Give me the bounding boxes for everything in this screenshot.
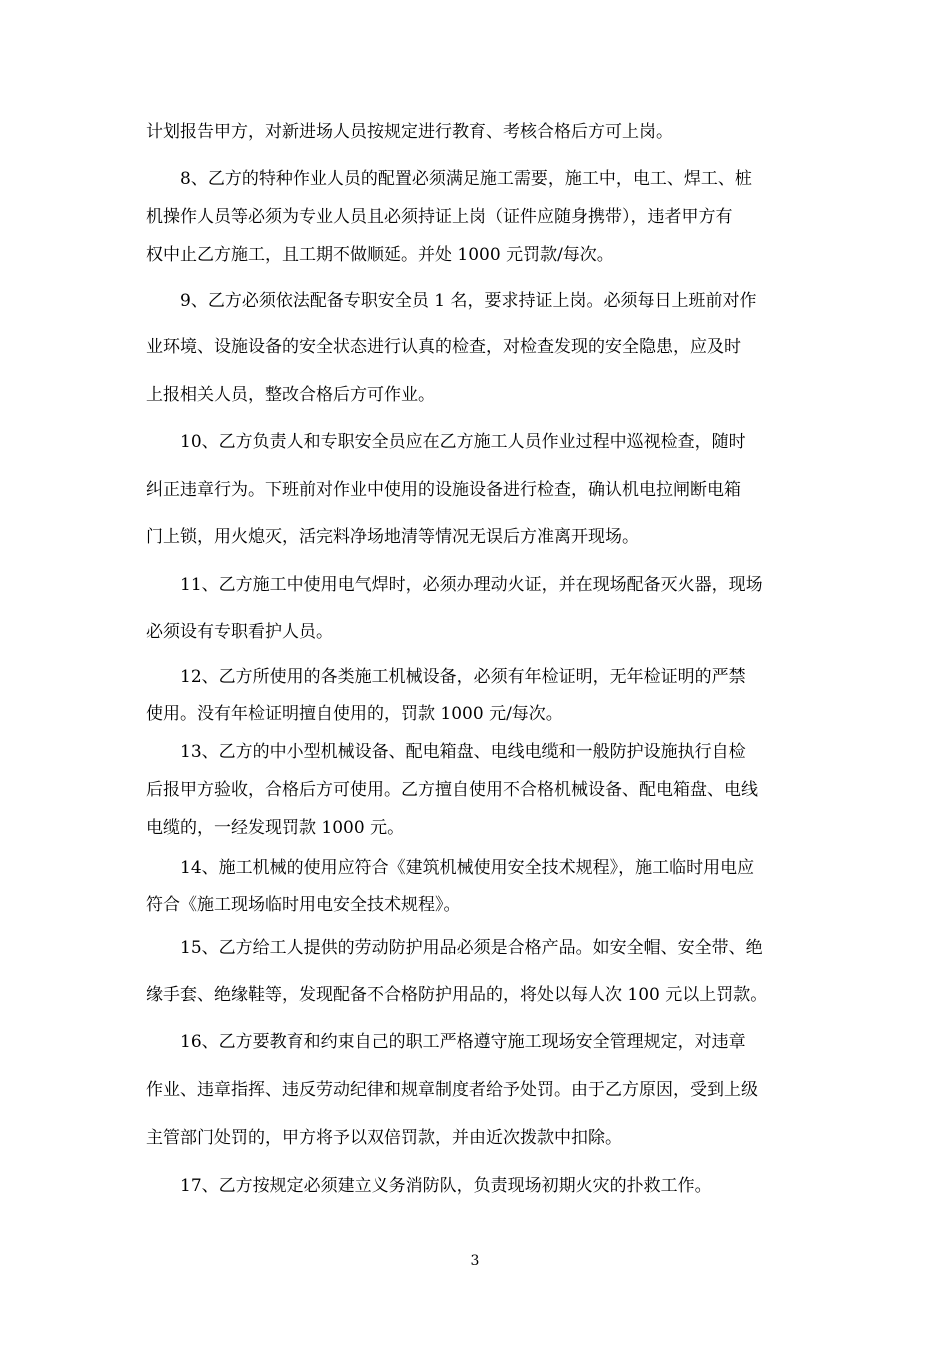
p7-line-1: 计划报告甲方，对新进场人员按规定进行教育、考核合格后方可上岗。 <box>146 122 673 142</box>
p16-line-1: 16、乙方要教育和约束自己的职工严格遵守施工现场安全管理规定，对违章 <box>180 1032 746 1052</box>
p8-line-1: 8、乙方的特种作业人员的配置必须满足施工需要，施工中，电工、焊工、桩 <box>180 169 752 189</box>
p11-line-2: 必须设有专职看护人员。 <box>146 622 333 642</box>
p8-line-3: 权中止乙方施工，且工期不做顺延。并处 1000 元罚款/每次。 <box>146 245 614 265</box>
p10-line-3: 门上锁，用火熄灭，活完料净场地清等情况无误后方准离开现场。 <box>146 527 639 547</box>
p13-line-2: 后报甲方验收，合格后方可使用。乙方擅自使用不合格机械设备、配电箱盘、电线 <box>146 780 758 800</box>
p9-line-1: 9、乙方必须依法配备专职安全员 1 名，要求持证上岗。必须每日上班前对作 <box>180 291 757 311</box>
p11-line-1: 11、乙方施工中使用电气焊时，必须办理动火证，并在现场配备灭火器，现场 <box>180 575 763 595</box>
p15-line-2: 缘手套、绝缘鞋等，发现配备不合格防护用品的，将处以每人次 100 元以上罚款。 <box>146 985 768 1005</box>
p8-line-2: 机操作人员等必须为专业人员且必须持证上岗（证件应随身携带），违者甲方有 <box>146 207 733 227</box>
p9-line-3: 上报相关人员，整改合格后方可作业。 <box>146 385 435 405</box>
page-number: 3 <box>470 1253 480 1269</box>
p15-line-1: 15、乙方给工人提供的劳动防护用品必须是合格产品。如安全帽、安全带、绝 <box>180 938 763 958</box>
p16-line-2: 作业、违章指挥、违反劳动纪律和规章制度者给予处罚。由于乙方原因，受到上级 <box>146 1080 758 1100</box>
p16-line-3: 主管部门处罚的，甲方将予以双倍罚款，并由近次拨款中扣除。 <box>146 1128 622 1148</box>
p17-line-1: 17、乙方按规定必须建立义务消防队，负责现场初期火灾的扑救工作。 <box>180 1176 712 1196</box>
p9-line-2: 业环境、设施设备的安全状态进行认真的检查，对检查发现的安全隐患，应及时 <box>146 337 741 357</box>
p14-line-1: 14、施工机械的使用应符合《建筑机械使用安全技术规程》，施工临时用电应 <box>180 858 755 878</box>
p13-line-3: 电缆的，一经发现罚款 1000 元。 <box>146 818 405 838</box>
p12-line-1: 12、乙方所使用的各类施工机械设备，必须有年检证明，无年检证明的严禁 <box>180 667 746 687</box>
p10-line-2: 纠正违章行为。下班前对作业中使用的设施设备进行检查，确认机电拉闸断电箱 <box>146 480 741 500</box>
p12-line-2: 使用。没有年检证明擅自使用的，罚款 1000 元/每次。 <box>146 704 563 724</box>
p13-line-1: 13、乙方的中小型机械设备、配电箱盘、电线电缆和一般防护设施执行自检 <box>180 742 746 762</box>
p14-line-2: 符合《施工现场临时用电安全技术规程》。 <box>146 895 461 915</box>
p10-line-1: 10、乙方负责人和专职安全员应在乙方施工人员作业过程中巡视检查，随时 <box>180 432 746 452</box>
